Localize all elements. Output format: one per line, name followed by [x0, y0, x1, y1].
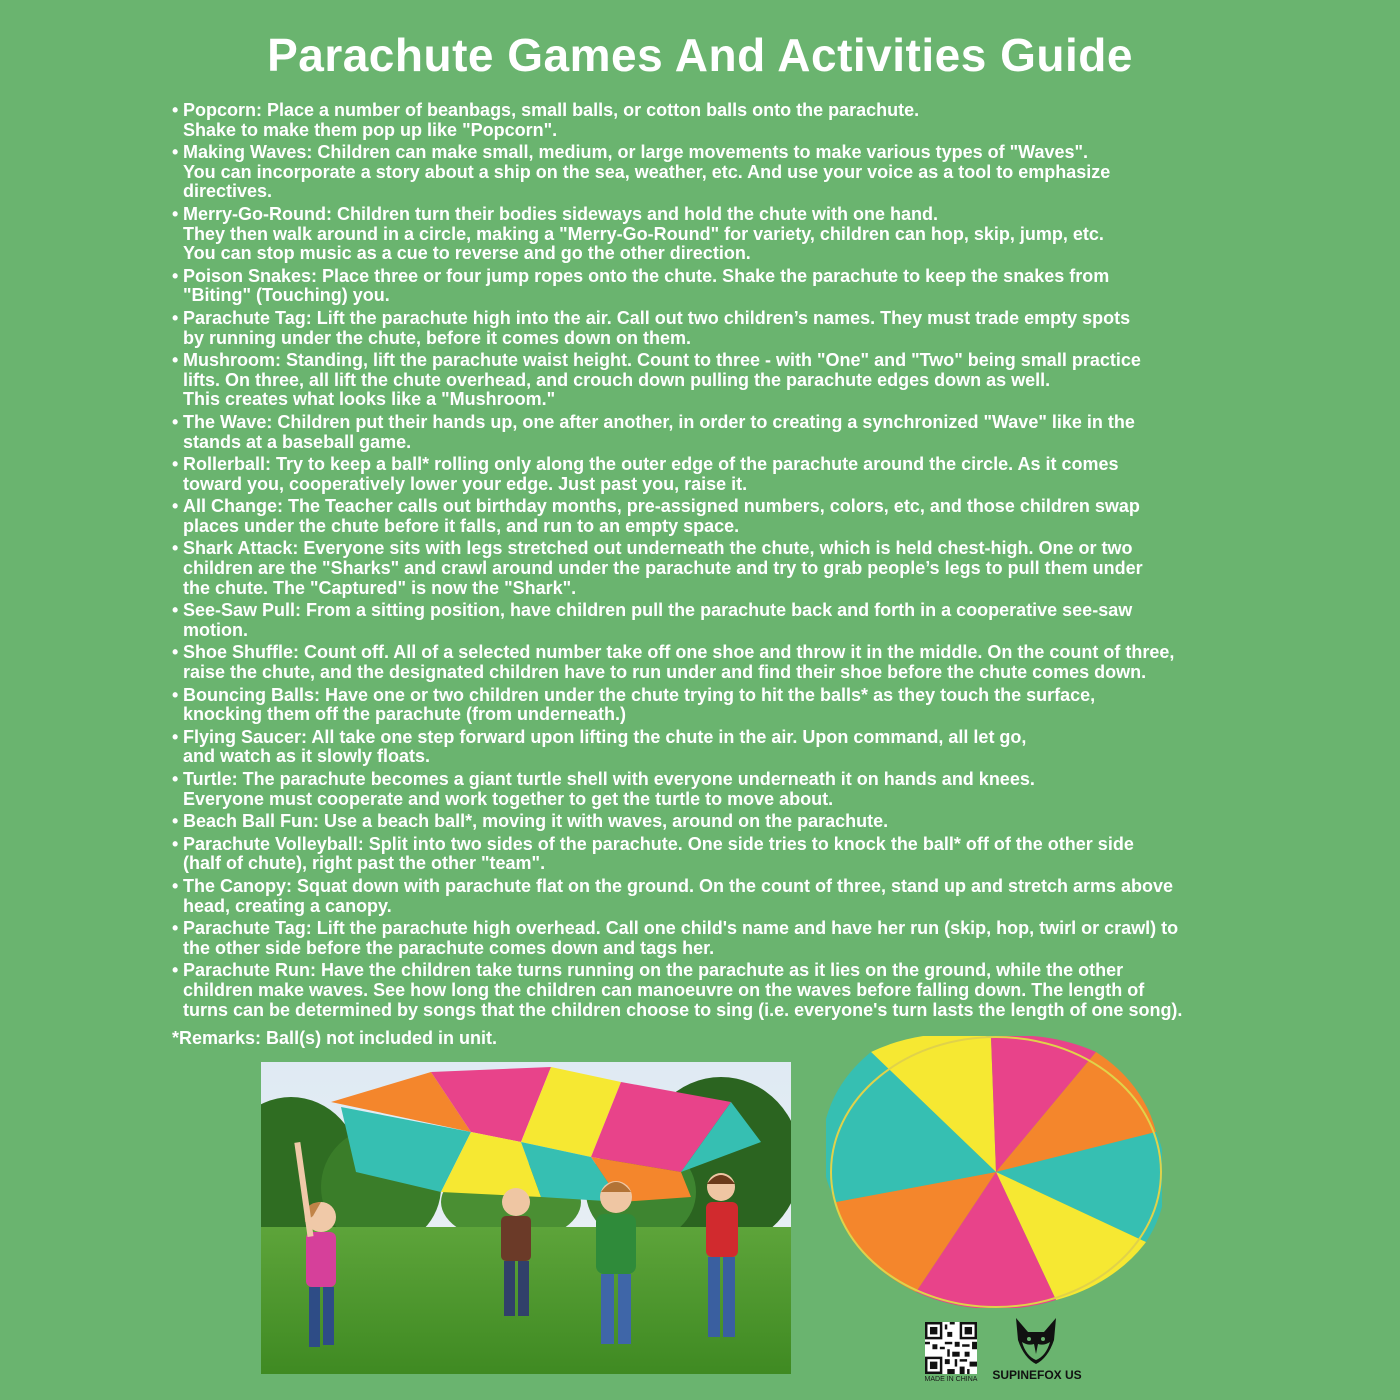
bullet-icon: •: [172, 960, 179, 981]
activity-text-line: (half of chute), right past the other "team".: [183, 853, 546, 874]
activity-text-line: raise the chute, and the designated children have to run under and find their shoe before the chute comes down.: [183, 662, 1147, 683]
children-parachute-photo: [261, 1062, 791, 1374]
activity-text-line: Parachute Run: Have the children take turns running on the parachute as it lies on the ground, while the other: [183, 960, 1124, 981]
activity-text-line: "Biting" (Touching) you.: [183, 285, 390, 306]
bullet-icon: •: [172, 350, 179, 371]
activity-text-line: Everyone must cooperate and work together to get the turtle to move about.: [183, 788, 834, 809]
activity-text-line: You can incorporate a story about a ship on the sea, weather, etc. And use your voice as a tool to emphasize: [183, 161, 1111, 182]
activity-text-line: lifts. On three, all lift the chute overhead, and crouch down pulling the parachute edges down as well.: [183, 369, 1051, 390]
activity-text-line: Beach Ball Fun: Use a beach ball*, moving it with waves, around on the parachute.: [183, 811, 889, 832]
activity-item: [172, 919, 1242, 958]
bullet-icon: •: [172, 726, 179, 747]
activity-item: [172, 961, 1242, 1020]
activity-text-line: Parachute Tag: Lift the parachute high overhead. Call one child's name and have her run (skip, hop, twirl or crawl) to: [183, 918, 1179, 939]
activity-item: [172, 643, 1242, 682]
bullet-icon: •: [172, 833, 179, 854]
activity-item: [172, 812, 1242, 832]
fox-logo-icon: [1008, 1312, 1064, 1368]
activity-text-line: Parachute Volleyball: Split into two sides of the parachute. One side tries to knock the ball* off of the other side: [183, 833, 1134, 854]
bullet-icon: •: [172, 142, 179, 163]
bullet-icon: •: [172, 918, 179, 939]
page-title: Parachute Games And Activities Guide: [267, 29, 1133, 81]
qr-caption: MADE IN CHINA: [924, 1376, 978, 1383]
bullet-icon: •: [172, 307, 179, 328]
activity-text-line: Making Waves: Children can make small, medium, or large movements to make various types of "Waves".: [183, 142, 1089, 163]
bullet-icon: •: [172, 454, 179, 475]
activity-item: [172, 267, 1242, 306]
remark-note: *Remarks: Ball(s) not included in unit.: [172, 1028, 498, 1048]
activity-text-line: directives.: [183, 181, 273, 202]
activity-text-line: This creates what looks like a "Mushroom.": [183, 389, 556, 410]
activity-item: [172, 539, 1242, 598]
activity-text-line: toward you, cooperatively lower your edge. Just past you, raise it.: [183, 473, 748, 494]
brand-name: SUPINEFOX US: [992, 1368, 1082, 1382]
activity-text-line: motion.: [183, 619, 248, 640]
activity-item: [172, 835, 1242, 874]
activity-text-line: children are the "Sharks" and crawl around under the parachute and try to grab people’s legs to pull them under: [183, 558, 1143, 579]
bullet-icon: •: [172, 496, 179, 517]
activity-text-line: Parachute Tag: Lift the parachute high into the air. Call out two children’s names. They must trade empty spots: [183, 307, 1131, 328]
bullet-icon: •: [172, 875, 179, 896]
activity-text-line: The Wave: Children put their hands up, one after another, in order to creating a synchronized "Wave" like in the: [183, 411, 1135, 432]
bullet-icon: •: [172, 203, 179, 224]
activity-text-line: Turtle: The parachute becomes a giant turtle shell with everyone underneath it on hands and knees.: [183, 769, 1035, 789]
activity-item: [172, 455, 1242, 494]
activity-text-line: and watch as it slowly floats.: [183, 746, 431, 767]
activity-item: [172, 351, 1242, 410]
activity-item: [172, 877, 1242, 916]
activity-item: [172, 143, 1242, 202]
activity-text-line: Flying Saucer: All take one step forward upon lifting the chute in the air. Upon command, all let go,: [183, 726, 1027, 747]
bullet-icon: •: [172, 769, 179, 789]
activity-item: [172, 101, 1242, 140]
activity-text-line: Rollerball: Try to keep a ball* rolling only along the outer edge of the parachute around the circle. As it comes: [183, 454, 1119, 475]
activity-text-line: They then walk around in a circle, making a "Merry-Go-Round" for variety, children can hop, skip, jump, etc.: [183, 223, 1104, 244]
activity-text-line: the other side before the parachute comes down and tags her.: [183, 937, 715, 958]
activity-item: [172, 205, 1242, 264]
bullet-icon: •: [172, 100, 179, 120]
activity-text-line: All Change: The Teacher calls out birthday months, pre-assigned numbers, colors, etc, and those children swap: [183, 496, 1140, 517]
activity-text-line: Popcorn: Place a number of beanbags, small balls, or cotton balls onto the parachute.: [183, 100, 920, 120]
activity-text-line: knocking them off the parachute (from underneath.): [183, 704, 627, 725]
activity-text-line: head, creating a canopy.: [183, 895, 392, 916]
activity-text-line: Shoe Shuffle: Count off. All of a selected number take off one shoe and throw it in the middle. On the count of three,: [183, 642, 1175, 663]
bullet-icon: •: [172, 642, 179, 663]
activity-text-line: Shark Attack: Everyone sits with legs stretched out underneath the chute, which is held chest-high. One or two: [183, 538, 1133, 559]
activity-text-line: Shake to make them pop up like "Popcorn".: [183, 119, 558, 140]
activity-text-line: You can stop music as a cue to reverse and go the other direction.: [183, 243, 751, 264]
activity-text-line: the chute. The "Captured" is now the "Shark".: [183, 577, 577, 598]
activity-item: [172, 601, 1242, 640]
activity-text-line: The Canopy: Squat down with parachute flat on the ground. On the count of three, stand up and stretch arms above: [183, 875, 1174, 896]
activity-text-line: by running under the chute, before it comes down on them.: [183, 327, 692, 348]
activity-item: [172, 413, 1242, 452]
activity-list: [172, 101, 1242, 1023]
activity-text-line: stands at a baseball game.: [183, 431, 412, 452]
activity-text-line: Poison Snakes: Place three or four jump ropes onto the chute. Shake the parachute to keep the snakes from: [183, 265, 1110, 286]
activity-text-line: places under the chute before it falls, and run to an empty space.: [183, 515, 740, 536]
activity-text-line: children make waves. See how long the children can manoeuvre on the waves before falling down. The length of: [183, 979, 1145, 1000]
bullet-icon: •: [172, 265, 179, 286]
bullet-icon: •: [172, 811, 179, 832]
bullet-icon: •: [172, 538, 179, 559]
activity-text-line: Bouncing Balls: Have one or two children under the chute trying to hit the balls* as they touch the surface,: [183, 684, 1096, 705]
bullet-icon: •: [172, 684, 179, 705]
bullet-icon: •: [172, 411, 179, 432]
bullet-icon: •: [172, 600, 179, 621]
activity-text-line: Mushroom: Standing, lift the parachute waist height. Count to three - with "One" and "Two" being small practice: [183, 350, 1141, 371]
activity-text-line: Merry-Go-Round: Children turn their bodies sideways and hold the chute with one hand.: [183, 203, 939, 224]
activity-text-line: See-Saw Pull: From a sitting position, have children pull the parachute back and forth in a cooperative see-saw: [183, 600, 1133, 621]
qr-code-icon: [925, 1322, 977, 1374]
activity-item: [172, 309, 1242, 348]
activity-text-line: turns can be determined by songs that the children choose to sing (i.e. everyone's turn lasts the length of one song).: [183, 999, 1183, 1020]
activity-item: [172, 728, 1242, 767]
activity-item: [172, 497, 1242, 536]
parachute-product-image: [826, 1036, 1162, 1308]
activity-item: [172, 686, 1242, 725]
activity-item: [172, 770, 1242, 809]
